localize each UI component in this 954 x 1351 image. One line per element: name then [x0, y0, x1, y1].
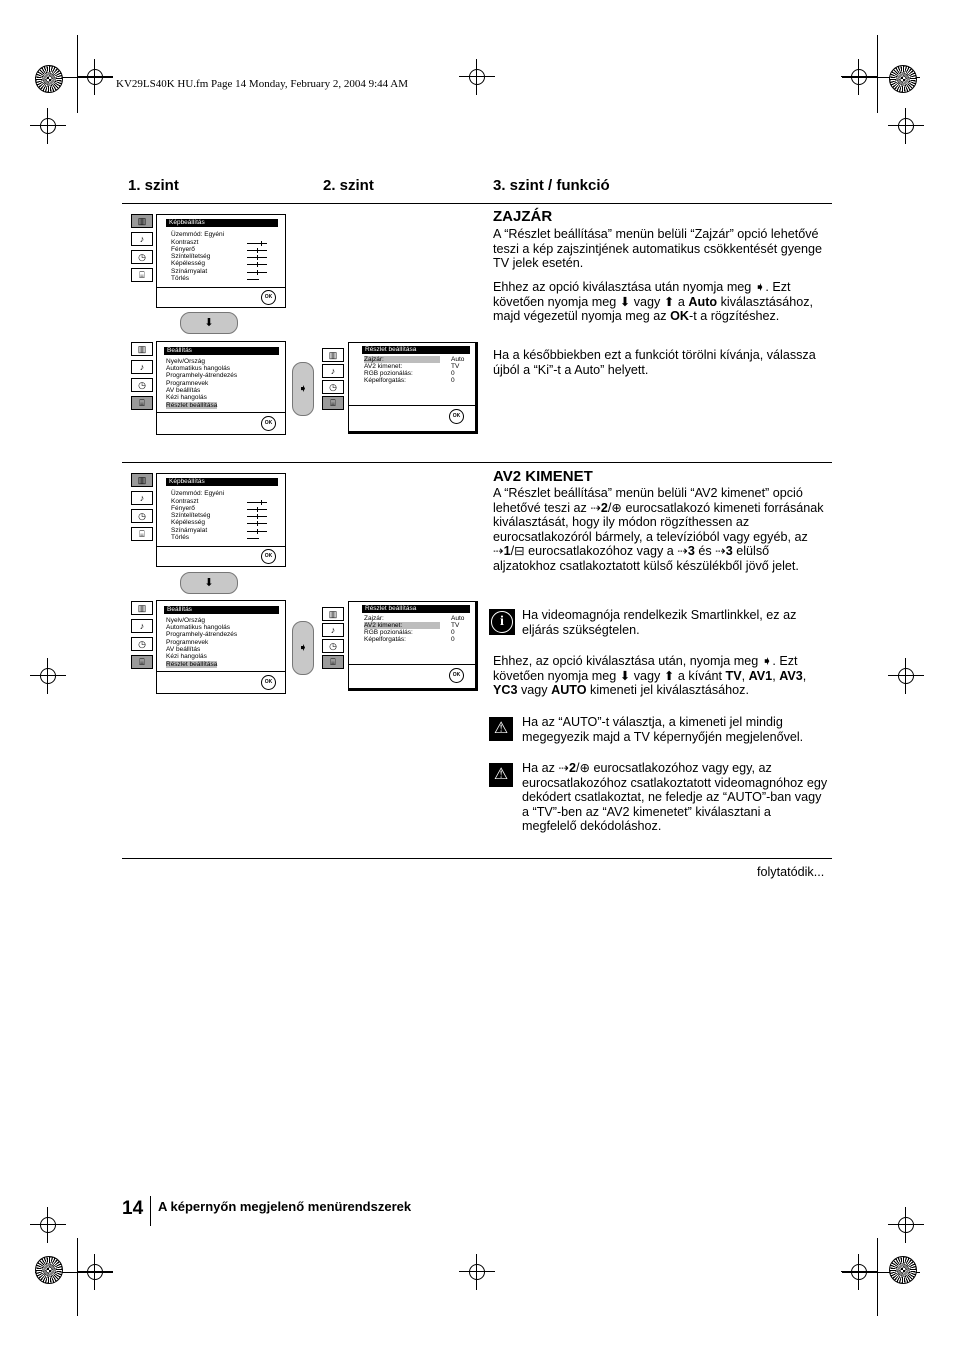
note-icon: ♪ — [131, 232, 153, 246]
slider-thumb — [261, 241, 262, 246]
color-target-icon — [35, 65, 63, 93]
clock-icon: ◷ — [322, 380, 344, 394]
av2-intro: A “Részlet beállítása” menün belüli “AV2 kimenet” opció lehetővé teszi az ⇢2/⊕ eurocsatlakozó kimeneti forrásának kiválasztását, hogy ily módon rögzíthessen az eurocsatlakozóról bármely, a televízióból vagy egyéb, az ⇢1/⊟ eurocsatlakozóhoz vagy a ⇢3 és ⇢3 elülső aljzatokhoz csatlakoztatott külső készülékből jövő jelet. — [493, 486, 824, 573]
toolbox-icon: ⌸ — [131, 655, 153, 669]
footer-title: A képernyőn megjelenő menürendszerek — [158, 1199, 412, 1214]
input-icon: ⇢ — [715, 544, 726, 559]
menu-value: 0 — [451, 370, 455, 377]
setup-menu-screen — [156, 341, 286, 435]
slider — [247, 538, 259, 539]
text-bold: AV3 — [779, 668, 803, 683]
menu-title: Képbeállítás — [166, 219, 278, 227]
picture-icon: ▥ — [322, 348, 344, 362]
note-icon: ♪ — [322, 364, 344, 378]
separator — [349, 664, 475, 665]
slider-thumb — [257, 248, 258, 253]
registration-mark-icon — [77, 59, 113, 95]
menu-value: TV — [451, 363, 460, 370]
menu-title: Részlet beállítása — [362, 605, 470, 613]
note-icon: ♪ — [131, 491, 153, 505]
clock-icon: ◷ — [131, 509, 153, 523]
menu-item: Képelforgatás: — [364, 636, 406, 643]
registration-mark-icon — [459, 59, 495, 95]
text: , — [772, 668, 780, 683]
detail-settings-screen — [348, 342, 478, 434]
text: és — [694, 544, 716, 559]
text: kiválasztásához, majd végezetül nyomja meg az — [493, 294, 814, 324]
menu-value: 0 — [451, 636, 455, 643]
note-icon: ♪ — [322, 623, 344, 637]
menu-item: Üzemmód: Egyéni — [171, 490, 225, 497]
menu-item: Zajzár: — [364, 615, 384, 622]
toolbox-icon: ⌸ — [131, 527, 153, 541]
setup-menu-screen — [156, 600, 286, 694]
color-target-icon — [35, 1256, 63, 1284]
menu-item: Kontraszt — [171, 239, 199, 246]
menu-item: Programhely-átrendezés — [166, 372, 238, 379]
menu-item: AV beállítás — [166, 387, 201, 394]
menu-item-selected: Részlet beállítása — [166, 661, 218, 668]
scart-icon: ⊟ — [514, 544, 525, 559]
ok-button-icon: OK — [261, 549, 276, 564]
menu-item: Képelforgatás: — [364, 377, 406, 384]
toolbox-icon: ⌸ — [131, 396, 153, 410]
ok-button-icon: OK — [261, 675, 276, 690]
picture-menu-screen — [156, 214, 286, 308]
menu-item-selected: Részlet beállítása — [166, 402, 218, 409]
menu-item: Színtelítetség — [171, 512, 211, 519]
section-divider — [122, 462, 832, 463]
section-divider — [122, 203, 832, 204]
slider-thumb — [257, 255, 258, 260]
text: A “Részlet beállítása” menün belüli “AV2 kimenet” opció lehetővé teszi az — [493, 486, 803, 515]
menu-value: 0 — [451, 377, 455, 384]
continued-label: folytatódik... — [757, 865, 825, 879]
text: vagy — [517, 683, 552, 698]
text: eurocsatlakozóhoz vagy a — [524, 544, 678, 559]
picture-menu-screen — [156, 473, 286, 567]
ok-button-icon: OK — [449, 409, 464, 424]
scart-icon: ⊕ — [611, 500, 622, 515]
menu-item: Automatikus hangolás — [166, 624, 230, 631]
menu-item: Kézi hangolás — [166, 653, 207, 660]
menu-item: Programhely-átrendezés — [166, 631, 238, 638]
menu-item: Programnevek — [166, 380, 209, 387]
zajzar-intro: A “Részlet beállítása” menün belüli “Zajzár” opció lehetővé teszi a kép zajszintjének automatikus csökkentését gyenge TV jelek esetén. — [493, 227, 823, 271]
text: Ehhez az opció kiválasztása után nyomja meg ➧. Ezt követően nyomja meg ⬇ vagy ⬆ a — [493, 280, 791, 309]
menu-item: Képélesség — [171, 519, 205, 526]
menu-item: Törlés — [171, 534, 190, 541]
registration-mark-icon — [841, 59, 877, 95]
menu-value: TV — [451, 622, 460, 629]
picture-icon: ▥ — [131, 214, 153, 228]
arrow-down-icon: ⬇ — [180, 572, 238, 594]
slider-thumb — [257, 262, 258, 267]
menu-item: AV2 kimenet: — [364, 363, 403, 370]
text: eurocsatlakozó kimeneti forrásának kiválasztását, hogy ily módon rögzíthessen az eurocsatlakozóról bármely, a televízióból vagy egyéb, az — [493, 500, 824, 544]
menu-item: Nyelv/Ország — [166, 358, 206, 365]
text-bold: AV1 — [748, 668, 773, 683]
menu-item: RGB pozionálás: — [364, 370, 413, 377]
picture-icon: ▥ — [131, 473, 153, 487]
warning-note-auto: Ha az “AUTO”-t választja, a kimeneti jel mindig megegyezik majd a TV képernyőjén megjelenővel. — [522, 715, 804, 744]
picture-icon: ▥ — [131, 342, 153, 356]
section-title-zajzar: ZAJZÁR — [493, 208, 553, 225]
registration-mark-icon — [30, 108, 66, 144]
color-target-icon — [889, 1256, 917, 1284]
slider-thumb — [257, 507, 258, 512]
menu-item: Kézi hangolás — [166, 394, 207, 401]
text-bold: Auto — [688, 294, 718, 309]
clock-icon: ◷ — [131, 637, 153, 651]
warning-icon: ⚠ — [489, 717, 513, 741]
menu-item: Automatikus hangolás — [166, 365, 230, 372]
text-bold: AUTO — [551, 683, 587, 698]
text: elülső aljzatokhoz csatlakoztatott külső készülékből jövő jelet. — [493, 544, 799, 573]
toolbox-icon: ⌸ — [322, 396, 344, 410]
menu-item-selected: AV2 kimenet: — [364, 622, 440, 629]
menu-title: Beállítás — [164, 606, 279, 614]
menu-item: Színárnyalat — [171, 268, 208, 275]
text-bold: 3 — [725, 544, 733, 559]
registration-mark-icon — [30, 658, 66, 694]
text: , — [802, 668, 807, 683]
page-number: 14 — [122, 1198, 144, 1219]
text: eurocsatlakozóhoz vagy egy, az eurocsatlakozóhoz csatlakoztatott videomagnóhoz egy dekódert csatlakoztat, ne feledje az “AUTO”-ban vagy a “TV”-ben az “AV2 kimenetet” kiválasztani a megfelelő dekódoláshoz. — [522, 761, 828, 834]
registration-mark-icon — [77, 1254, 113, 1290]
clock-icon: ◷ — [131, 378, 153, 392]
picture-icon: ▥ — [131, 601, 153, 615]
slider-thumb — [261, 500, 262, 505]
scart-icon: ⇢ — [493, 544, 504, 559]
menu-value: 0 — [451, 629, 455, 636]
registration-mark-icon — [888, 108, 924, 144]
registration-mark-icon — [841, 1254, 877, 1290]
menu-title: Beállítás — [164, 347, 279, 355]
text: , — [741, 668, 749, 683]
text: kimeneti jel kiválasztásához. — [586, 683, 749, 698]
zajzar-instructions — [493, 280, 828, 324]
zajzar-cancel-note: Ha a későbbiekben ezt a funkciót törölni kívánja, válassza újból a “Ki”-t a Auto” helyett. — [493, 348, 816, 377]
slider — [247, 502, 267, 503]
menu-title: Részlet beállítása — [362, 346, 470, 354]
menu-item: RGB pozionálás: — [364, 629, 413, 636]
slider — [247, 243, 267, 244]
menu-value: Auto — [451, 356, 465, 363]
toolbox-icon: ⌸ — [131, 268, 153, 282]
menu-item-selected: Zajzár: — [364, 356, 440, 363]
ok-button-icon: OK — [449, 668, 464, 683]
slider-thumb — [257, 521, 258, 526]
separator — [157, 546, 285, 547]
info-note: Ha videomagnója rendelkezik Smartlinkkel, ez az eljárás szükségtelen. — [522, 608, 797, 637]
text-bold: 1 — [503, 544, 511, 559]
note-icon: ♪ — [131, 360, 153, 374]
text-bold: OK — [670, 309, 689, 324]
arrow-right-icon: ➧ — [292, 621, 314, 675]
crop-mark — [877, 35, 878, 113]
slider-thumb — [257, 529, 258, 534]
info-icon: i — [489, 609, 515, 635]
menu-item: Üzemmód: Egyéni — [171, 231, 225, 238]
clock-icon: ◷ — [131, 250, 153, 264]
menu-item: AV beállítás — [166, 646, 201, 653]
warning-note-decoder: Ha az ⇢2/⊕ eurocsatlakozóhoz vagy egy, az eurocsatlakozóhoz csatlakoztatott videomagnóhoz egy dekódert csatlakoztat, ne feledje az “AUTO”-ban vagy a “TV”-ben az “AV2 kimenetet” kiválasztani a megfelelő dekódoláshoz. — [522, 761, 828, 834]
slider-thumb — [257, 270, 258, 275]
detail-settings-screen — [348, 601, 478, 691]
color-target-icon — [889, 65, 917, 93]
separator — [157, 412, 285, 413]
text: -t a rögzítéshez. — [689, 309, 780, 324]
input-icon: ⇢ — [677, 544, 688, 559]
registration-mark-icon — [888, 1207, 924, 1243]
menu-value: Auto — [451, 615, 465, 622]
menu-item: Törlés — [171, 275, 190, 282]
crop-mark — [877, 1238, 878, 1316]
ok-button-icon: OK — [261, 290, 276, 305]
text-bold: TV — [725, 668, 742, 683]
text-bold: 2 — [600, 500, 608, 515]
note-icon: ♪ — [131, 619, 153, 633]
file-header: KV29LS40K HU.fm Page 14 Monday, February 2, 2004 9:44 AM — [116, 78, 408, 90]
slider — [247, 279, 259, 280]
section-divider — [122, 858, 832, 859]
registration-mark-icon — [888, 658, 924, 694]
column-heading-level1: 1. szint — [128, 177, 179, 194]
warning-icon: ⚠ — [489, 763, 513, 787]
column-heading-level3: 3. szint / funkció — [493, 177, 610, 194]
text-bold: YC3 — [493, 683, 518, 698]
toolbox-icon: ⌸ — [322, 655, 344, 669]
footer-divider — [150, 1196, 151, 1226]
text-bold: 2 — [568, 761, 576, 775]
menu-item: Színtelítetség — [171, 253, 211, 260]
registration-mark-icon — [30, 1207, 66, 1243]
arrow-down-icon: ⬇ — [180, 312, 238, 334]
menu-item: Fényerő — [171, 246, 195, 253]
menu-item: Programnevek — [166, 639, 209, 646]
slider-thumb — [257, 514, 258, 519]
ok-button-icon: OK — [261, 416, 276, 431]
menu-item: Képélesség — [171, 260, 205, 267]
menu-item: Színárnyalat — [171, 527, 208, 534]
column-heading-level2: 2. szint — [323, 177, 374, 194]
av2-instructions — [493, 654, 829, 698]
scart-icon: ⇢ — [558, 761, 569, 775]
scart-icon: ⇢ — [590, 500, 601, 515]
menu-item: Nyelv/Ország — [166, 617, 206, 624]
menu-item: Fényerő — [171, 505, 195, 512]
clock-icon: ◷ — [322, 639, 344, 653]
menu-item: Kontraszt — [171, 498, 199, 505]
registration-mark-icon — [459, 1254, 495, 1290]
scart-icon: ⊕ — [579, 761, 591, 775]
picture-icon: ▥ — [322, 607, 344, 621]
arrow-right-icon: ➧ — [292, 362, 314, 416]
text-bold: 3 — [687, 544, 695, 559]
separator — [157, 287, 285, 288]
separator — [349, 405, 475, 406]
menu-title: Képbeállítás — [166, 478, 278, 486]
text: Ha az — [522, 761, 559, 775]
text: Ehhez, az opció kiválasztása után, nyomja meg ➧. Ezt követően nyomja meg ⬇ vagy ⬆ a kívánt — [493, 654, 798, 683]
section-title-av2: AV2 KIMENET — [493, 468, 593, 485]
separator — [157, 671, 285, 672]
